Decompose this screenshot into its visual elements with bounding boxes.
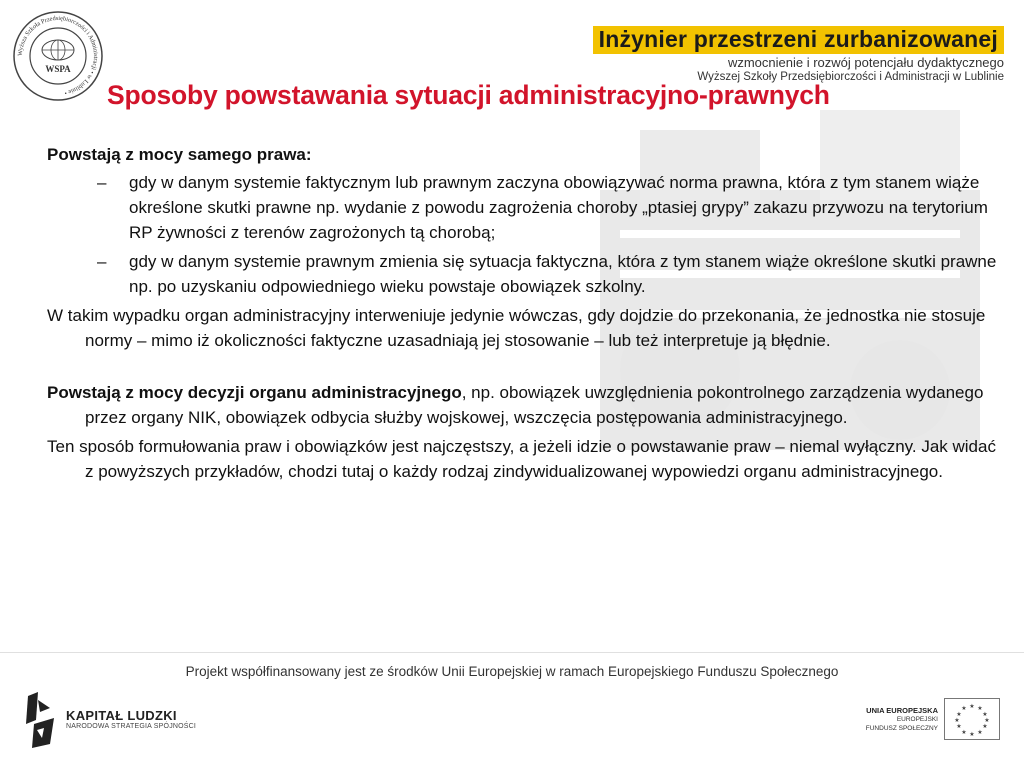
paragraph (47, 380, 997, 430)
svg-text:★: ★ (977, 729, 983, 736)
brand-institution: Wyższej Szkoły Przedsiębiorczości i Administracji w Lublinie (697, 71, 1004, 83)
logo-ring-text: Wyższa Szkoła Przedsiębiorczości i Administracji • w Lublinie • (16, 14, 100, 97)
svg-text:★: ★ (977, 705, 983, 712)
footer-divider (0, 652, 1024, 653)
logo-name: WSPA (45, 64, 71, 74)
bullet-dash: – (97, 252, 107, 271)
svg-text:★: ★ (961, 729, 967, 736)
wspa-logo (12, 10, 104, 102)
bullet-item (47, 249, 997, 299)
slide-body (47, 142, 997, 484)
svg-text:★: ★ (956, 723, 962, 730)
slide-title: Sposoby powstawania sytuacji administracyjno-prawnych (107, 80, 830, 110)
bullet-text: gdy w danym systemie faktycznym lub prawnym zaczyna obowiązywać norma prawna, która z tym stanem wiąże określone skutki prawne np. wydanie z powodu zagrożenia choroby „ptasiej grypy” zakazu przywozu na terytorium RP żywności z terenów zagrożonych tą chorobą; (129, 173, 988, 242)
eu-flag-icon (944, 698, 1000, 740)
footer-funding-text: Projekt współfinansowany jest ze środków Unii Europejskiej w ramach Europejskiego Funduszu Społecznego (185, 664, 839, 679)
eu-line2: FUNDUSZ SPOŁECZNY (865, 725, 938, 732)
svg-text:★: ★ (969, 731, 975, 738)
paragraph: W takim wypadku organ administracyjny interweniuje jedynie wówczas, gdy dojdzie do przekonania, że jednostka nie stosuje normy – mimo iż okoliczności faktyczne uzasadniają jej stosowanie – lub też interpretuje ją błędnie. (47, 306, 986, 350)
svg-text:★: ★ (954, 717, 960, 724)
svg-text:★: ★ (969, 703, 975, 710)
bullet-text: gdy w danym systemie prawnym zmienia się sytuacja faktyczna, która z tym stanem wiąże określone skutki prawne np. po uzyskaniu odpowiedniego wieku powstaje obowiązek szkolny. (129, 252, 997, 296)
kl-subtitle: NARODOWA STRATEGIA SPÓJNOŚCI (66, 723, 197, 730)
paragraph: Ten sposób formułowania praw i obowiązków jest najczęstszy, a jeżeli idzie o powstawanie praw – niemal wyłączny. Jak widać z powyższych przykładów, chodzi tutaj o każdy rodzaj zindywidualizowanej wypowiedzi organu administracyjnego. (47, 437, 996, 481)
section-heading: Powstają z mocy samego prawa: (47, 145, 312, 164)
svg-text:★: ★ (961, 705, 967, 712)
paragraph-text: , np. obowiązek uwzględnienia pokontrolnego zarządzenia wydanego przez organy NIK, obowiązek odbycia służby wojskowej, wszczęcia postępowania administracyjnego. (85, 383, 984, 427)
svg-text:★: ★ (982, 723, 988, 730)
svg-text:★: ★ (956, 711, 962, 718)
brand-title: Inżynier przestrzeni zurbanizowanej (593, 26, 1004, 54)
kl-title: KAPITAŁ LUDZKI (66, 708, 177, 723)
eu-text (866, 706, 938, 733)
eu-line1: EUROPEJSKI (896, 716, 938, 723)
bullet-dash: – (97, 173, 107, 192)
brand-subtitle: wzmocnienie i rozwój potencjału dydaktycznego (727, 55, 1004, 70)
eu-title: UNIA EUROPEJSKA (866, 706, 938, 715)
brand-header (593, 26, 1004, 84)
kapital-ludzki-logo (20, 690, 60, 750)
section-heading-bold: Powstają z mocy decyzji organu administracyjnego (47, 383, 462, 402)
kapital-ludzki-text (66, 708, 196, 730)
svg-text:★: ★ (984, 717, 990, 724)
svg-text:★: ★ (982, 711, 988, 718)
bullet-item (47, 170, 997, 245)
